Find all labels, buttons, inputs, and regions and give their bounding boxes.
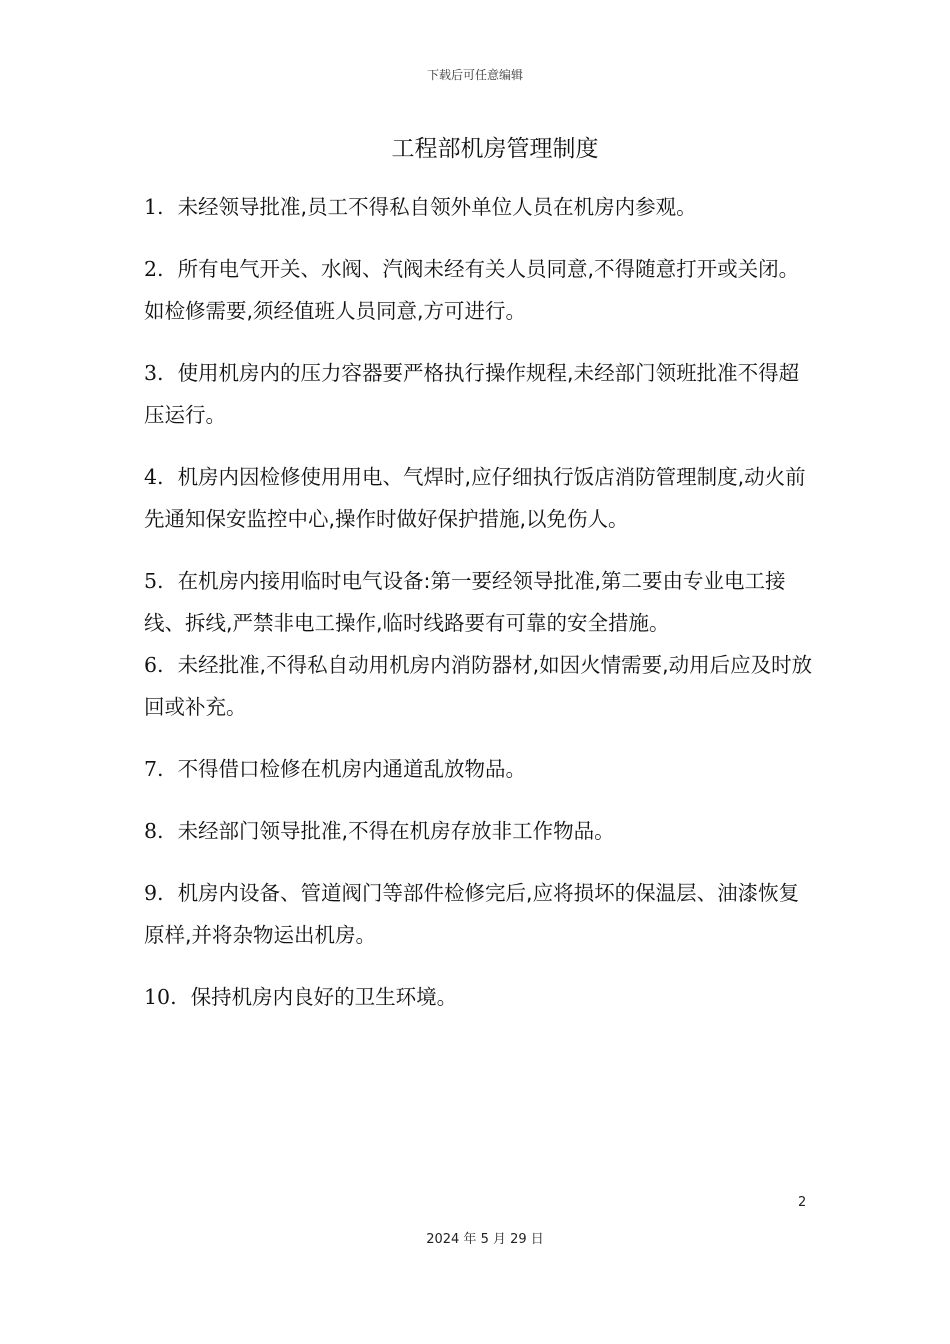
rule-text: 保持机房内良好的卫生环境。 <box>190 985 458 1009</box>
rule-number: 8. <box>144 819 164 843</box>
rule-item-2 <box>144 248 814 332</box>
rule-text: 所有电气开关、水阀、汽阀未经有关人员同意,不得随意打开或关闭。如检修需要,须经值班人员同意,方可进行。 <box>144 257 800 323</box>
rule-number: 1. <box>144 195 164 219</box>
rule-number: 7. <box>144 757 164 781</box>
rule-item-3 <box>144 352 814 436</box>
rule-text: 未经领导批准,员工不得私自领外单位人员在机房内参观。 <box>177 195 697 219</box>
rule-item-8 <box>144 810 814 852</box>
rule-number: 3. <box>144 361 164 385</box>
rule-text: 机房内设备、管道阀门等部件检修完后,应将损坏的保温层、油漆恢复原样,并将杂物运出机房。 <box>144 881 800 947</box>
rule-text: 使用机房内的压力容器要严格执行操作规程,未经部门领班批准不得超压运行。 <box>144 361 800 427</box>
rule-item-9 <box>144 872 814 956</box>
rule-number: 4. <box>144 465 164 489</box>
rule-text: 在机房内接用临时电气设备:第一要经领导批准,第二要由专业电工接线、拆线,严禁非电工操作,临时线路要有可靠的安全措施。 <box>144 569 786 635</box>
rule-text: 未经部门领导批准,不得在机房存放非工作物品。 <box>177 819 615 843</box>
rule-number: 5. <box>144 569 164 593</box>
rule-item-7 <box>144 748 814 790</box>
rule-text: 机房内因检修使用用电、气焊时,应仔细执行饭店消防管理制度,动火前先通知保安监控中心,操作时做好保护措施,以免伤人。 <box>144 465 806 531</box>
header-note: 下载后可任意编辑 <box>426 68 523 82</box>
rule-text: 不得借口检修在机房内通道乱放物品。 <box>177 757 527 781</box>
rule-text: 未经批准,不得私自动用机房内消防器材,如因火情需要,动用后应及时放回或补充。 <box>144 653 813 719</box>
rule-item-10 <box>144 976 814 1018</box>
rule-number: 10. <box>144 985 177 1009</box>
rule-item-6 <box>144 644 814 728</box>
rules-list <box>144 186 814 1038</box>
page-number: 2 <box>798 1195 807 1210</box>
rule-item-1 <box>144 186 814 228</box>
rule-item-4 <box>144 456 814 540</box>
rule-number: 2. <box>144 257 164 281</box>
rule-number: 9. <box>144 881 164 905</box>
rule-item-5 <box>144 560 814 644</box>
rule-number: 6. <box>144 653 164 677</box>
document-title: 工程部机房管理制度 <box>391 136 599 162</box>
footer-date: 2024 年 5 月 29 日 <box>426 1232 544 1247</box>
